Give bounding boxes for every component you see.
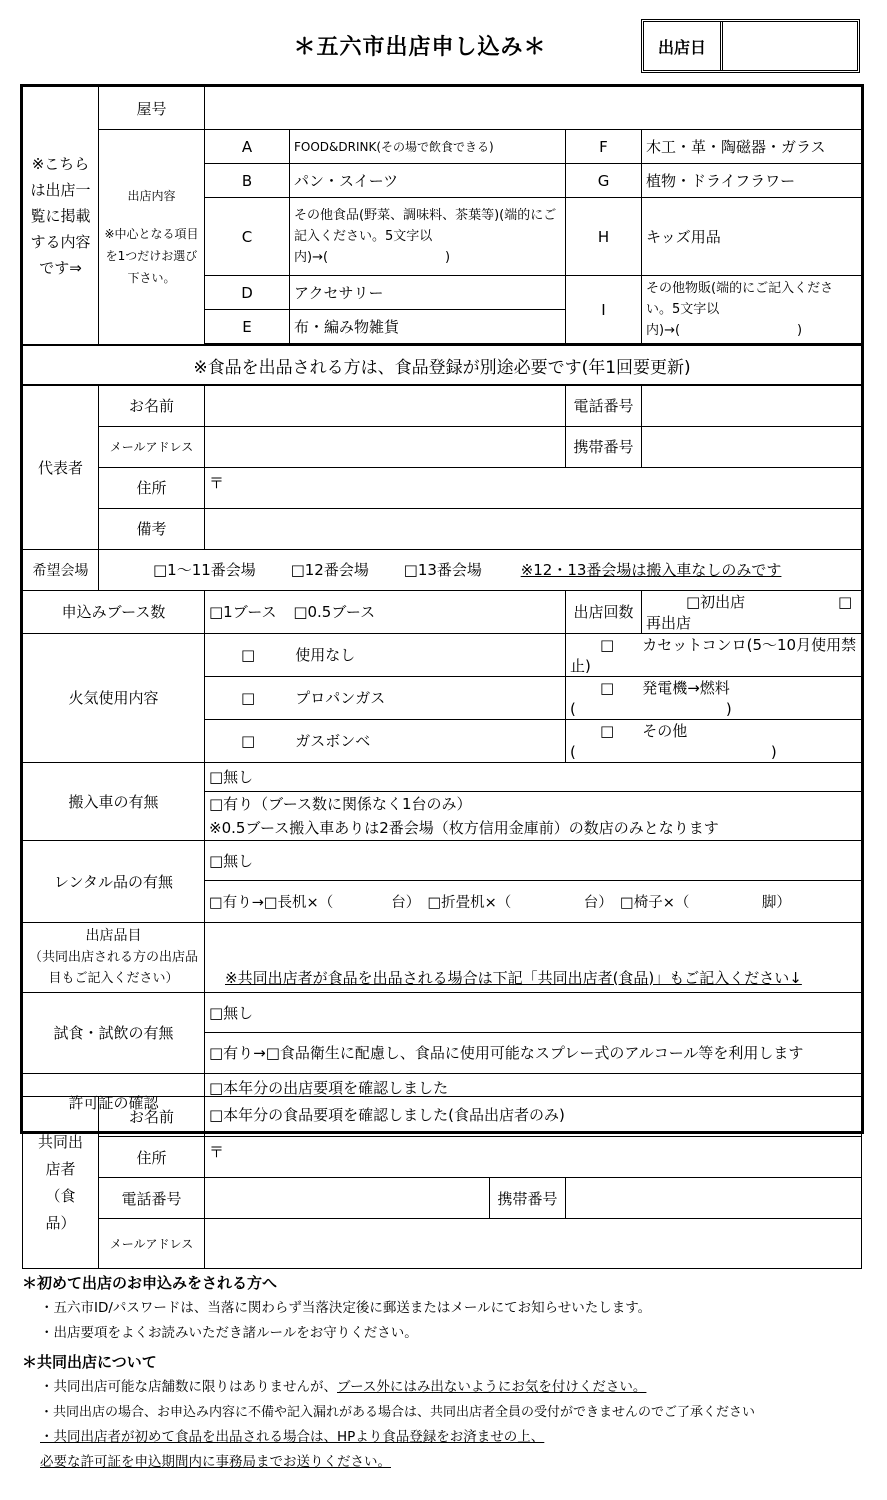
cat-b-text[interactable]: パン・スイーツ bbox=[290, 164, 566, 198]
permit-opt-2[interactable]: □本年分の食品要項を確認しました(食品出店者のみ) bbox=[209, 1106, 565, 1124]
cat-g-text[interactable]: 植物・ドライフラワー bbox=[642, 164, 862, 198]
rep-mobile-label: 携帯番号 bbox=[566, 426, 642, 467]
rep-email-input[interactable] bbox=[205, 426, 566, 467]
yago-label: 屋号 bbox=[99, 87, 205, 130]
permit-label: 許可証の確認 bbox=[23, 1073, 205, 1131]
notes-first-item: ・五六市ID/パスワードは、当落に関わらず当落決定後に郵送またはメールにてお知らせいたします。 bbox=[40, 1300, 652, 1316]
fire-left-1-box[interactable]: □ bbox=[241, 646, 256, 664]
fire-left-3[interactable] bbox=[205, 719, 566, 762]
rep-remarks-input[interactable] bbox=[205, 508, 862, 549]
co-mobile-input[interactable] bbox=[566, 1178, 862, 1219]
tasting-yes[interactable]: □有り→□食品衛生に配慮し、食品に使用可能なスプレー式のアルコール等を利用します bbox=[205, 1032, 862, 1073]
notes-joint-heading: ＊共同出店について bbox=[22, 1353, 157, 1371]
venue-note: ※12・13番会場は搬入車なしのみです bbox=[520, 561, 782, 579]
co-tel-input[interactable] bbox=[205, 1178, 490, 1219]
co-email-input[interactable] bbox=[205, 1219, 862, 1269]
rental-label: レンタル品の有無 bbox=[23, 840, 205, 922]
items-label-cell bbox=[23, 922, 205, 992]
fire-right-2[interactable] bbox=[566, 676, 862, 719]
application-table bbox=[22, 86, 862, 1132]
co-exhibitor-table bbox=[22, 1096, 862, 1269]
vehicle-label: 搬入車の有無 bbox=[23, 762, 205, 840]
permit-opt-1[interactable]: □本年分の出店要項を確認しました bbox=[209, 1079, 449, 1097]
rep-name-label: お名前 bbox=[99, 385, 205, 426]
listing-note: ※こちらは出店一覧に掲載する内容です⇒ bbox=[23, 87, 99, 346]
fire-right-3-box[interactable]: □ bbox=[600, 721, 615, 740]
fire-right-3-text: その他( ) bbox=[570, 721, 777, 761]
notes-first-time bbox=[22, 1271, 862, 1346]
content-label-cell bbox=[99, 130, 205, 346]
co-tel-label: 電話番号 bbox=[99, 1178, 205, 1219]
co-address-label: 住所 bbox=[99, 1137, 205, 1178]
cat-d-code: D bbox=[205, 276, 290, 310]
fire-left-2[interactable] bbox=[205, 676, 566, 719]
cat-h-code: H bbox=[566, 198, 642, 276]
fire-right-1[interactable] bbox=[566, 633, 862, 676]
notes-joint-item1a: ・共同出店可能な店舗数に限りはありませんが、 bbox=[40, 1379, 337, 1395]
date-input[interactable] bbox=[723, 22, 857, 70]
count-again[interactable]: □再出店 bbox=[646, 592, 853, 632]
notes-joint-item2: ・共同出店の場合、お申込み内容に不備や記入漏れがある場合は、共同出店者全員の受付ができませんのでご了承ください bbox=[40, 1405, 756, 1420]
vehicle-note: ※0.5ブース搬入車ありは2番会場（枚方信用金庫前）の数店のみとなります bbox=[209, 818, 719, 837]
notes-joint-item4: 必要な許可証を申込期間内に事務局までお送りください。 bbox=[40, 1454, 391, 1470]
rep-address-label: 住所 bbox=[99, 467, 205, 508]
booth-opt-2[interactable]: □0.5ブース bbox=[293, 603, 376, 621]
food-notice: ※食品を出品される方は、食品登録が別途必要です(年1回要更新) bbox=[23, 345, 862, 385]
booth-opt-1[interactable]: □1ブース bbox=[209, 603, 277, 621]
fire-right-2-box[interactable]: □ bbox=[600, 678, 615, 697]
fire-left-2-text: プロパンガス bbox=[295, 689, 386, 707]
cat-a-text[interactable]: FOOD&DRINK(その場で飲食できる) bbox=[290, 130, 566, 164]
rep-name-input[interactable] bbox=[205, 385, 566, 426]
rental-yes[interactable]: □有り→□長机×（ 台） □折畳机×（ 台） □椅子×（ 脚） bbox=[205, 880, 862, 922]
yago-input[interactable] bbox=[205, 87, 862, 130]
notes-joint-item1b: ブース外にはみ出ないようにお気を付けください。 bbox=[337, 1379, 647, 1395]
rep-remarks-label: 備考 bbox=[99, 508, 205, 549]
co-postal-mark: 〒 bbox=[209, 1143, 225, 1161]
co-label: 共同出店者（食品） bbox=[23, 1097, 99, 1269]
cat-c-code: C bbox=[205, 198, 290, 276]
cat-h-text[interactable]: キッズ用品 bbox=[642, 198, 862, 276]
items-sublabel: （共同出店される方の出店品目もご記入ください） bbox=[28, 949, 198, 986]
notes-first-item: ・出店要項をよくお読みいただき諸ルールをお守りください。 bbox=[40, 1325, 418, 1341]
co-email-label: メールアドレス bbox=[99, 1219, 205, 1269]
vehicle-yes-cell bbox=[205, 791, 862, 840]
count-label: 出店回数 bbox=[566, 590, 642, 633]
rep-mobile-input[interactable] bbox=[642, 426, 862, 467]
booth-options bbox=[205, 590, 566, 633]
notes-joint-item bbox=[22, 1375, 862, 1400]
co-name-input[interactable] bbox=[205, 1097, 862, 1137]
rep-address-input[interactable] bbox=[205, 467, 862, 508]
content-note: ※中心となる項目を1つだけお選び下さい。 bbox=[104, 227, 199, 285]
venue-label: 希望会場 bbox=[23, 549, 99, 590]
items-note: ※共同出店者が食品を出品される場合は下記「共同出店者(食品)」もご記入ください↓ bbox=[225, 968, 802, 987]
cat-e-code: E bbox=[205, 310, 290, 344]
fire-label: 火気使用内容 bbox=[23, 633, 205, 762]
cat-f-text[interactable]: 木工・革・陶磁器・ガラス bbox=[642, 130, 862, 164]
fire-right-1-box[interactable]: □ bbox=[600, 635, 615, 654]
vehicle-none[interactable]: □無し bbox=[205, 762, 862, 791]
fire-left-1-text: 使用なし bbox=[295, 646, 356, 664]
rep-tel-input[interactable] bbox=[642, 385, 862, 426]
cat-b-code: B bbox=[205, 164, 290, 198]
cat-g-code: G bbox=[566, 164, 642, 198]
cat-c-text[interactable]: その他食品(野菜、調味料、茶葉等)(端的にご記入ください。5文字以内)→( ) bbox=[290, 198, 566, 276]
rep-email-label: メールアドレス bbox=[99, 426, 205, 467]
notes-first-heading: ＊初めて出店のお申込みをされる方へ bbox=[22, 1274, 278, 1292]
co-mobile-label: 携帯番号 bbox=[490, 1178, 566, 1219]
cat-d-text[interactable]: アクセサリー bbox=[290, 276, 566, 310]
tasting-none[interactable]: □無し bbox=[205, 992, 862, 1032]
items-input[interactable] bbox=[205, 922, 862, 992]
cat-a-code: A bbox=[205, 130, 290, 164]
rep-postal-mark: 〒 bbox=[209, 473, 225, 492]
vehicle-yes[interactable]: □有り（ブース数に関係なく1台のみ） bbox=[209, 794, 472, 813]
page-title: ＊五六市出店申し込み＊ bbox=[293, 35, 547, 60]
content-label: 出店内容 bbox=[127, 189, 176, 203]
rep-label: 代表者 bbox=[23, 385, 99, 549]
booth-label: 申込みブース数 bbox=[23, 590, 205, 633]
rental-none[interactable]: □無し bbox=[205, 840, 862, 880]
fire-right-2-text: 発電機→燃料( ) bbox=[570, 678, 732, 718]
tasting-label: 試食・試飲の有無 bbox=[23, 992, 205, 1073]
items-label: 出店品目 bbox=[85, 927, 142, 944]
cat-i-text[interactable]: その他物販(端的にご記入ください。5文字以内)→( ) bbox=[642, 276, 862, 344]
co-address-input[interactable] bbox=[205, 1137, 862, 1178]
fire-left-3-box[interactable]: □ bbox=[241, 732, 256, 750]
venue-opt-1[interactable]: □1～11番会場 bbox=[153, 561, 256, 579]
notes-joint bbox=[22, 1350, 862, 1475]
cat-i-code: I bbox=[566, 276, 642, 344]
fire-left-3-text: ガスボンベ bbox=[295, 732, 371, 750]
rep-tel-label: 電話番号 bbox=[566, 385, 642, 426]
co-name-label: お名前 bbox=[99, 1097, 205, 1137]
fire-left-2-box[interactable]: □ bbox=[241, 689, 256, 707]
count-first[interactable]: □初出店 bbox=[686, 592, 746, 611]
venue-options bbox=[99, 549, 862, 590]
fire-right-1-text: カセットコンロ(5～10月使用禁止) bbox=[570, 635, 857, 675]
fire-left-1[interactable] bbox=[205, 633, 566, 676]
cat-e-text[interactable]: 布・編み物雑貨 bbox=[290, 310, 566, 344]
venue-opt-2[interactable]: □12番会場 bbox=[290, 561, 369, 579]
cat-f-code: F bbox=[566, 130, 642, 164]
date-label: 出店日 bbox=[644, 22, 723, 70]
venue-opt-3[interactable]: □13番会場 bbox=[403, 561, 482, 579]
notes-joint-item3: ・共同出店者が初めて食品を出品される場合は、HPより食品登録をお済ませの上、 bbox=[40, 1429, 545, 1445]
count-options bbox=[642, 590, 862, 633]
date-box bbox=[641, 19, 860, 73]
fire-right-3[interactable] bbox=[566, 719, 862, 762]
